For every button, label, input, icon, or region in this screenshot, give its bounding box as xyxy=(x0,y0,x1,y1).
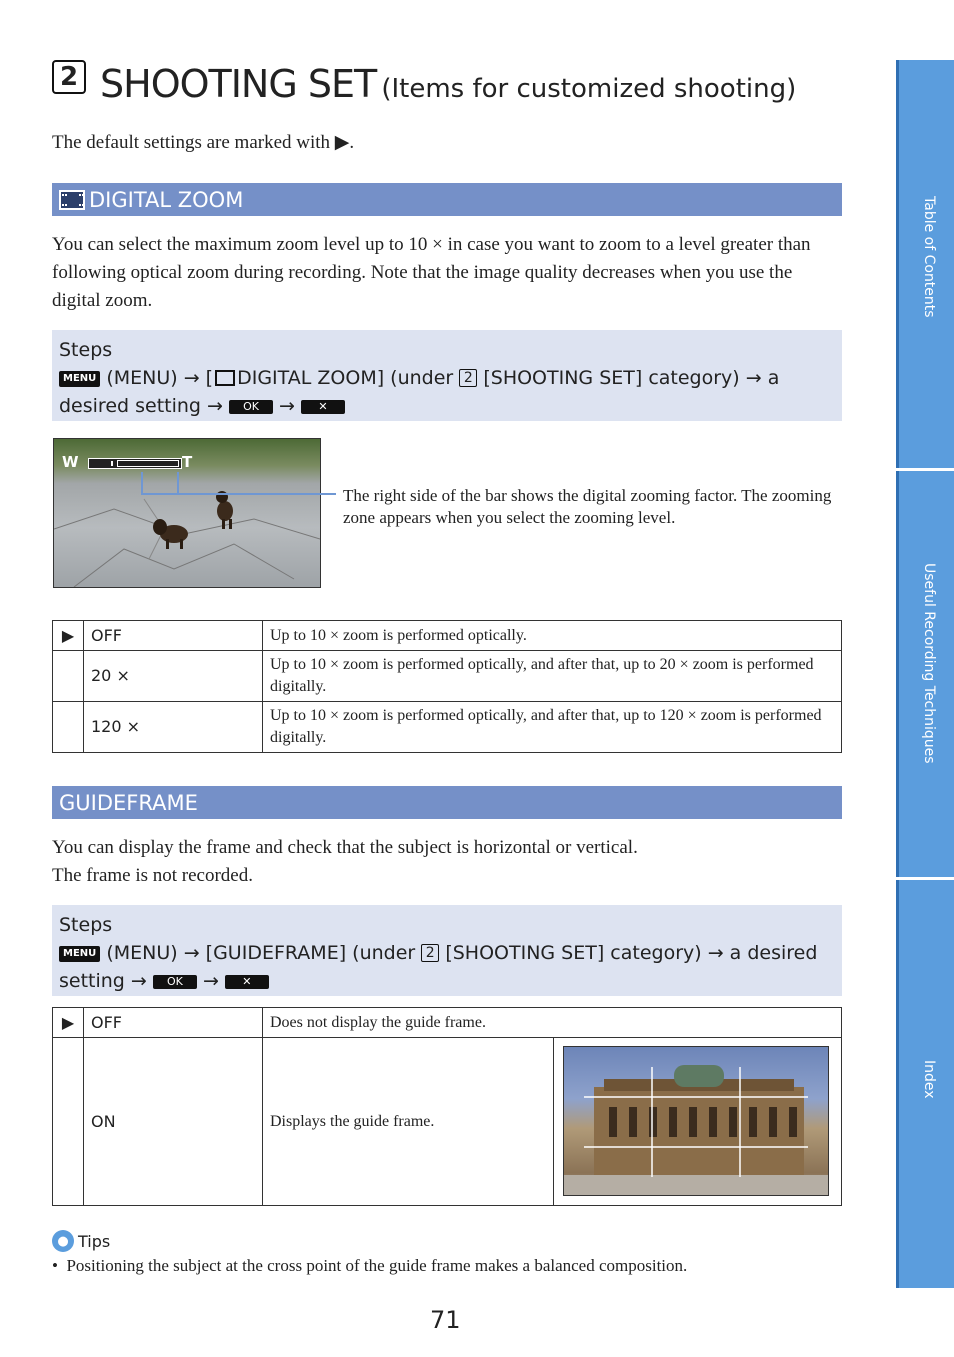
table-row xyxy=(53,621,842,651)
arrow: → xyxy=(202,970,219,992)
tips-list xyxy=(52,1255,687,1277)
section-guideframe xyxy=(52,786,842,819)
option-value: 20 × xyxy=(84,651,263,702)
ok-button-icon: OK xyxy=(229,400,273,414)
category-number-icon: 2 xyxy=(459,369,477,387)
category-number-icon: 2 xyxy=(52,60,86,94)
category-number-icon: 2 xyxy=(421,944,439,962)
page-number: 71 xyxy=(430,1306,461,1334)
option-value: OFF xyxy=(84,1008,263,1038)
option-value: 120 × xyxy=(84,702,263,753)
tip-item: Positioning the subject at the cross point of the guide frame makes a balanced composition. xyxy=(66,1256,688,1275)
zoom-wide-label: W xyxy=(62,453,79,471)
tips-label: Tips xyxy=(78,1231,111,1251)
guideframe-description-2: The frame is not recorded. xyxy=(52,865,253,886)
digital-zoom-steps xyxy=(52,330,842,421)
bullet: • xyxy=(52,1256,67,1275)
steps-text: (MENU) → [ xyxy=(106,367,214,389)
close-button-icon: ✕ xyxy=(301,400,345,414)
steps-text: DIGITAL ZOOM] (under xyxy=(237,367,454,389)
option-description: Up to 10 × zoom is performed optically. xyxy=(263,621,842,651)
steps-label: Steps xyxy=(59,914,113,936)
default-marker: ▶ xyxy=(53,621,84,651)
title-subtitle: (Items for customized shooting) xyxy=(381,74,797,104)
table-row xyxy=(53,702,842,753)
guideframe-description-1: You can display the frame and check that the subject is horizontal or vertical. xyxy=(52,837,638,858)
callout-line xyxy=(140,470,340,500)
guideframe-options-table xyxy=(52,1007,842,1206)
lightbulb-icon: ● xyxy=(52,1230,74,1252)
close-button-icon: ✕ xyxy=(225,975,269,989)
guideframe-photo-cell xyxy=(554,1038,842,1206)
digital-zoom-options-table xyxy=(52,620,842,753)
table-row xyxy=(53,651,842,702)
zoom-tele-label: T xyxy=(182,453,193,471)
arrow: → xyxy=(279,395,295,417)
steps-instructions xyxy=(59,364,835,420)
default-note: The default settings are marked with ▶. xyxy=(52,132,355,153)
guideframe-photo xyxy=(563,1046,829,1196)
menu-button-icon: MENU xyxy=(59,946,100,962)
steps-text: [SHOOTING SET] category) → a desired setting → xyxy=(59,942,818,992)
section-heading: DIGITAL ZOOM xyxy=(89,187,244,212)
menu-button-icon: MENU xyxy=(59,371,100,387)
film-icon xyxy=(215,370,235,386)
tab-label: Table of Contents xyxy=(921,196,937,318)
digital-zoom-description: You can select the maximum zoom level up to 10 × in case you want to zoom to a level greater than following optical zoom during recording. Note that the image quality decreases when you use the digital zoom. xyxy=(52,234,811,311)
tab-table-of-contents[interactable] xyxy=(896,60,954,468)
default-marker xyxy=(53,702,84,753)
tab-label: Useful Recording Techniques xyxy=(921,563,937,764)
option-description: Displays the guide frame. xyxy=(263,1038,554,1206)
option-description: Up to 10 × zoom is performed optically, and after that, up to 20 × zoom is performed digitally. xyxy=(263,651,842,702)
tab-label: Index xyxy=(921,1060,937,1099)
steps-instructions xyxy=(59,939,835,995)
guideframe-steps xyxy=(52,905,842,996)
option-description: Up to 10 × zoom is performed optically, and after that, up to 120 × zoom is performed digitally. xyxy=(263,702,842,753)
default-marker xyxy=(53,1038,84,1206)
page-title xyxy=(100,62,796,106)
tips-header xyxy=(52,1230,110,1252)
zoom-screen-photo xyxy=(53,438,321,588)
option-value: OFF xyxy=(84,621,263,651)
zoom-bar xyxy=(88,458,182,469)
table-row xyxy=(53,1008,842,1038)
section-heading: GUIDEFRAME xyxy=(59,790,198,815)
title-main: SHOOTING SET xyxy=(100,62,377,106)
film-icon xyxy=(59,190,85,210)
option-value: ON xyxy=(84,1038,263,1206)
ok-button-icon: OK xyxy=(153,975,197,989)
steps-text: (MENU) → [GUIDEFRAME] (under xyxy=(106,942,416,964)
steps-label: Steps xyxy=(59,339,113,361)
option-description: Does not display the guide frame. xyxy=(263,1008,842,1038)
table-row xyxy=(53,1038,842,1206)
steps-text: [SHOOTING SET] category) → a desired setting → xyxy=(59,367,780,417)
default-marker: ▶ xyxy=(53,1008,84,1038)
tab-useful-recording-techniques[interactable] xyxy=(896,471,954,877)
default-marker xyxy=(53,651,84,702)
figure-caption: The right side of the bar shows the digital zooming factor. The zooming zone appears when you select the zooming level. xyxy=(343,486,832,527)
tab-index[interactable] xyxy=(896,880,954,1288)
section-digital-zoom xyxy=(52,183,842,216)
